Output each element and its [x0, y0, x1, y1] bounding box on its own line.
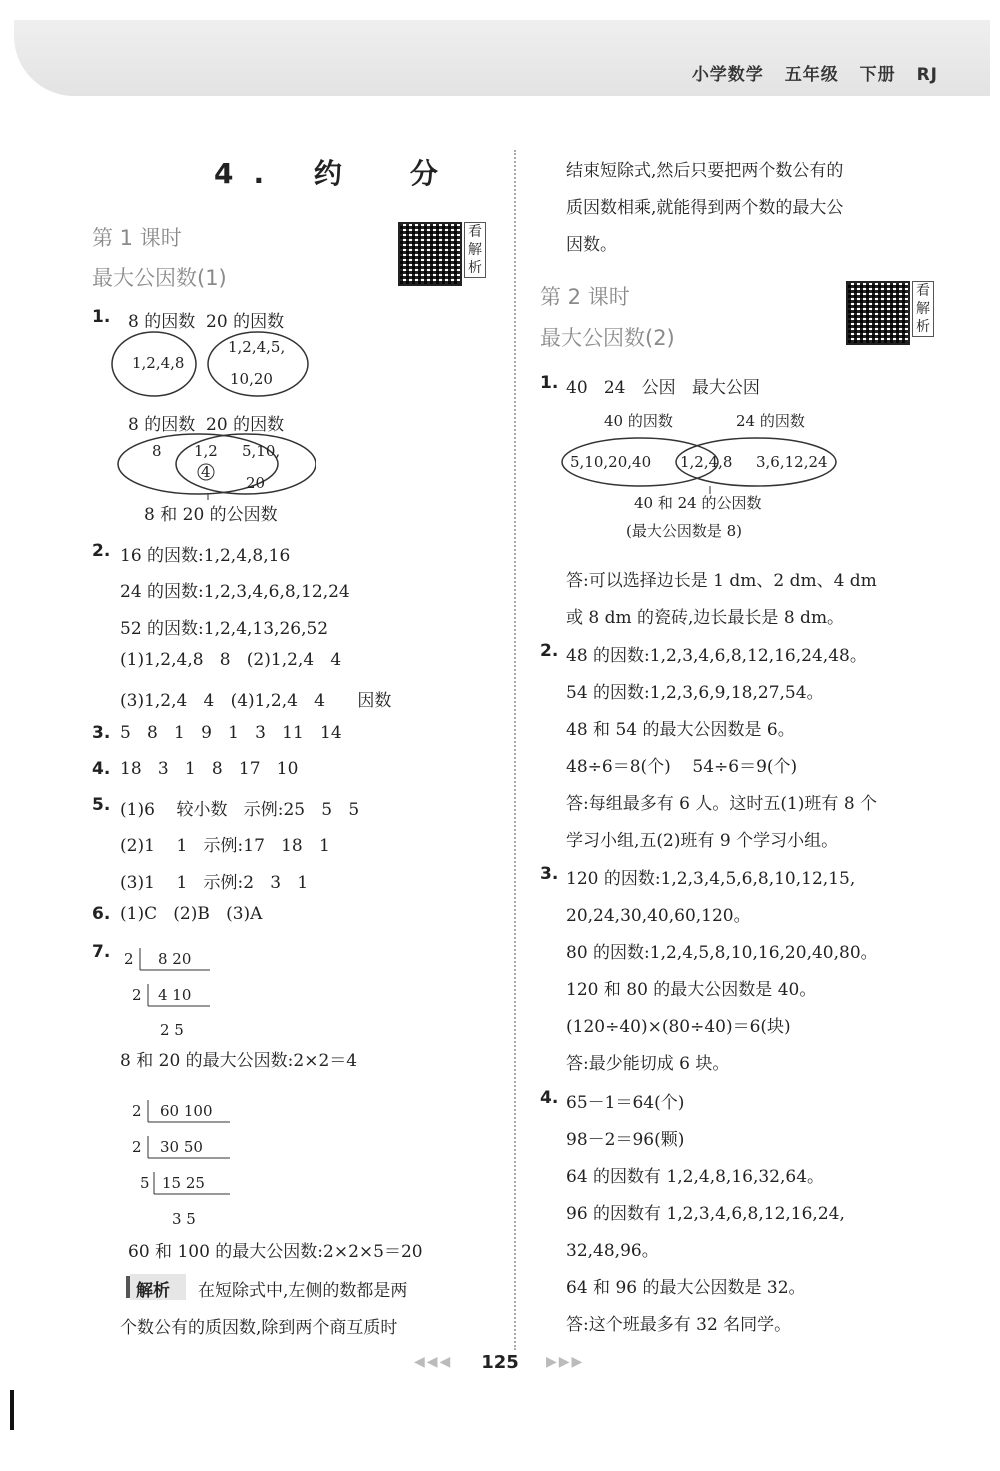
q-num-5: 5.: [92, 795, 111, 815]
qr-label: 看解析: [464, 222, 486, 278]
r-q-num-3: 3.: [540, 864, 559, 884]
page-title: 4. 约 分: [214, 157, 458, 190]
venn2-foot: 8 和 20 的公因数: [144, 505, 278, 525]
next-arrows-icon: ▶▶▶: [546, 1354, 585, 1370]
venn3-right: 3,6,12,24: [756, 453, 828, 471]
q3-answer: 5 8 1 9 1 3 11 14: [120, 723, 342, 743]
div1-r1: 8 20: [158, 950, 192, 968]
venn3-left: 5,10,20,40: [570, 453, 652, 471]
venn1-right-b: 10,20: [230, 370, 273, 388]
q2-line-4: (1)1,2,4,8 8 (2)1,2,4 4: [120, 650, 342, 670]
div1-result: 8 和 20 的最大公因数:2×2＝4: [120, 1051, 358, 1071]
q-num-2: 2.: [92, 541, 111, 561]
lesson-1-topic: 最大公因数(1): [92, 266, 227, 290]
div2-r4: 3 5: [172, 1210, 196, 1228]
jiexi-marker: [126, 1276, 130, 1298]
venn3-head-left: 40 的因数: [604, 412, 673, 430]
div2-r3a: 5: [140, 1174, 150, 1192]
q1-head: 8 的因数 20 的因数: [128, 312, 285, 332]
venn2-mid-b: 4: [201, 463, 211, 481]
q4-answer: 18 3 1 8 17 10: [120, 759, 299, 779]
div2-result: 60 和 100 的最大公因数:2×2×5＝20: [128, 1242, 423, 1262]
div1-r2: 4 10: [158, 986, 192, 1004]
q5-line-2: (2)1 1 示例:17 18 1: [120, 836, 330, 856]
jiexi-text-2: 个数公有的质因数,除到两个商互质时: [120, 1318, 398, 1338]
r-q1-ans-1: 答:可以选择边长是 1 dm、2 dm、4 dm: [566, 571, 877, 591]
venn1-left: 1,2,4,8: [132, 354, 185, 372]
div2-r3: 15 25: [162, 1174, 205, 1192]
venn2-mid-a: 1,2: [194, 442, 218, 460]
r-q4-line-4: 96 的因数有 1,2,3,4,6,8,12,16,24,: [566, 1204, 845, 1224]
venn2-right-b: 20: [246, 474, 266, 492]
div2-r1a: 2: [132, 1102, 142, 1120]
r-q1-ans-2: 或 8 dm 的瓷砖,边长最长是 8 dm。: [566, 608, 845, 628]
div2-r1: 60 100: [160, 1102, 213, 1120]
header-subject-line: [692, 60, 938, 85]
header-volume: 下册: [859, 65, 896, 85]
venn2-head: 8 的因数 20 的因数: [128, 415, 285, 435]
qr-code-icon[interactable]: [398, 222, 462, 286]
r-q4-line-5: 32,48,96。: [566, 1241, 659, 1261]
venn3-mid: 1,2,4,8: [680, 453, 733, 471]
q-num-7: 7.: [92, 942, 111, 962]
venn2-left: 8: [152, 442, 162, 460]
r-q3-line-2: 20,24,30,40,60,120。: [566, 906, 751, 926]
q-num-1: 1.: [92, 307, 111, 327]
r-q3-line-4: 120 和 80 的最大公因数是 40。: [566, 980, 817, 1000]
qr-code-icon-2[interactable]: [846, 281, 910, 345]
venn3-foot-2: (最大公因数是 8): [626, 522, 743, 540]
r-q4-line-3: 64 的因数有 1,2,4,8,16,32,64。: [566, 1167, 825, 1187]
header-subject: 小学数学: [691, 65, 764, 85]
r-q3-line-6: 答:最少能切成 6 块。: [566, 1054, 730, 1074]
jiexi-cont-2: 质因数相乘,就能得到两个数的最大公: [566, 198, 844, 218]
div2-r2: 30 50: [160, 1138, 203, 1156]
q-num-6: 6.: [92, 904, 111, 924]
jiexi-text-1: 在短除式中,左侧的数都是两: [198, 1281, 408, 1301]
r-q3-line-3: 80 的因数:1,2,4,5,8,10,16,20,40,80。: [566, 943, 878, 963]
r-q2-line-1: 48 的因数:1,2,3,4,6,8,12,16,24,48。: [566, 646, 867, 666]
r-q2-line-6: 学习小组,五(2)班有 9 个学习小组。: [566, 831, 839, 851]
qr-label-2: 看解析: [912, 281, 934, 337]
div2-r2a: 2: [132, 1138, 142, 1156]
venn-diagram-3: [560, 404, 850, 544]
div1-r2a: 2: [132, 986, 142, 1004]
short-division-2: [130, 1096, 260, 1232]
lesson-2-topic: 最大公因数(2): [540, 326, 675, 350]
venn1-right-a: 1,2,4,5,: [228, 338, 286, 356]
venn-diagram-1: [110, 330, 330, 398]
r-q2-line-3: 48 和 54 的最大公因数是 6。: [566, 720, 795, 740]
r-q-num-1: 1.: [540, 373, 559, 393]
q2-line-1: 16 的因数:1,2,4,8,16: [120, 546, 291, 566]
q-num-4: 4.: [92, 759, 111, 779]
div1-r1a: 2: [124, 950, 134, 968]
header-grade: 五年级: [784, 65, 839, 85]
binding-edge-mark: [10, 1390, 14, 1430]
lesson-2-label: 第 2 课时: [540, 285, 630, 309]
r-q3-line-1: 120 的因数:1,2,3,4,5,6,8,10,12,15,: [566, 869, 856, 889]
r-q1-answer: 40 24 公因 最大公因: [566, 378, 760, 398]
jiexi-cont-3: 因数。: [566, 235, 617, 255]
jiexi-cont-1: 结束短除式,然后只要把两个数公有的: [566, 161, 844, 181]
div1-r3: 2 5: [160, 1021, 184, 1039]
venn3-foot-1: 40 和 24 的公因数: [634, 494, 762, 512]
lesson-1-label: 第 1 课时: [92, 226, 182, 250]
r-q2-line-2: 54 的因数:1,2,3,6,9,18,27,54。: [566, 683, 824, 703]
q2-line-5: (3)1,2,4 4 (4)1,2,4 4 因数: [120, 691, 392, 711]
prev-arrows-icon: ◀◀◀: [414, 1354, 453, 1370]
q2-line-2: 24 的因数:1,2,3,4,6,8,12,24: [120, 582, 350, 602]
r-q4-line-6: 64 和 96 的最大公因数是 32。: [566, 1278, 806, 1298]
header-edition: RJ: [916, 65, 938, 85]
r-q4-line-7: 答:这个班最多有 32 名同学。: [566, 1315, 792, 1335]
page-number: 125: [481, 1352, 519, 1373]
venn2-right-a: 5,10,: [242, 442, 281, 460]
jiexi-label: 解析: [136, 1281, 170, 1301]
q6-answer: (1)C (2)B (3)A: [120, 904, 263, 924]
q-num-3: 3.: [92, 723, 111, 743]
r-q2-line-4: 48÷6＝8(个) 54÷6＝9(个): [566, 757, 798, 777]
r-q2-line-5: 答:每组最多有 6 人。这时五(1)班有 8 个: [566, 794, 878, 814]
r-q4-line-2: 98－2＝96(颗): [566, 1130, 685, 1150]
r-q-num-2: 2.: [540, 641, 559, 661]
r-q4-line-1: 65－1＝64(个): [566, 1093, 685, 1113]
q5-line-3: (3)1 1 示例:2 3 1: [120, 873, 309, 893]
venn-diagram-2: [116, 432, 316, 500]
q5-line-1: (1)6 较小数 示例:25 5 5: [120, 800, 360, 820]
q2-line-3: 52 的因数:1,2,4,13,26,52: [120, 619, 329, 639]
short-division-1: [118, 940, 238, 1040]
venn3-head-right: 24 的因数: [736, 412, 805, 430]
r-q-num-4: 4.: [540, 1088, 559, 1108]
column-divider: [514, 150, 516, 1350]
r-q3-line-5: (120÷40)×(80÷40)＝6(块): [566, 1017, 791, 1037]
